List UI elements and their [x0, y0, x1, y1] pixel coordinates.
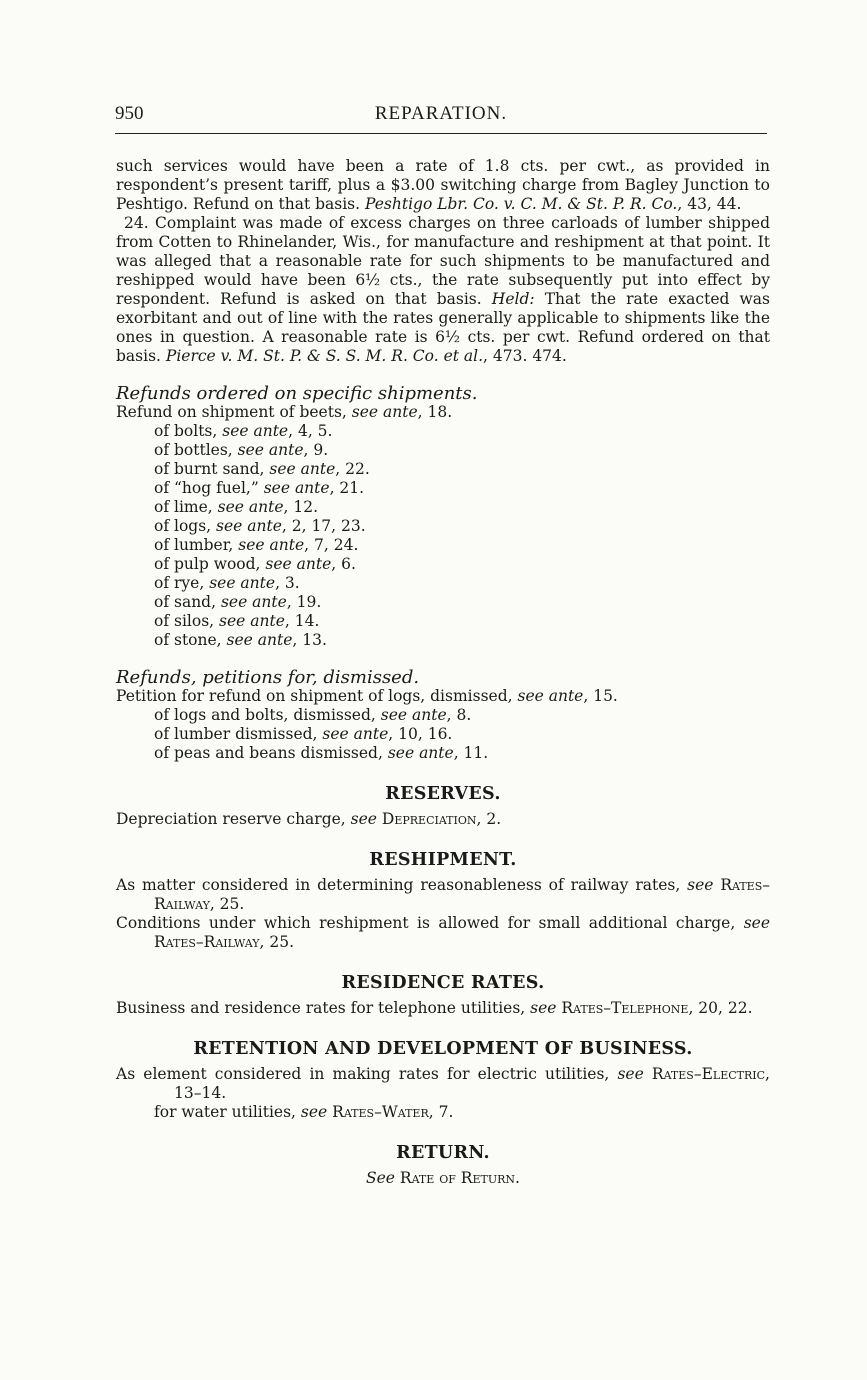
index-entry: As element considered in making rates for electric utilities, see Rates–Electric, 13–14. — [116, 1065, 770, 1102]
section-heading-reshipment: RESHIPMENT. — [369, 850, 517, 870]
index-subentry: of logs, see ante, 2, 17, 23. — [154, 517, 366, 535]
refund-dismissed-list — [116, 706, 770, 763]
case-citation: Peshtigo Lbr. Co. v. C. M. & St. P. R. Co. — [365, 195, 678, 213]
section-heading-return: RETURN. — [396, 1143, 490, 1163]
index-subentry: of rye, see ante, 3. — [154, 574, 300, 592]
index-subentry: of silos, see ante, 14. — [154, 612, 320, 630]
index-subentry: of “hog fuel,” see ante, 21. — [154, 479, 365, 497]
paragraph-24: 24. Complaint was made of excess charges on three carloads of lumber shipped from Cotten to Rhinelander, Wis., for manufacture and reshipment at that point. It was alleged that a reasonable rate for such shipments to be manufactured and reshipped would have been 6½ cts., the rate subsequently put into effect by respondent. Refund is asked on that basis. Held: That the rate exacted was exorbitant and out of line with the rates generally applicable to shipments like the ones in question. A reasonable rate is 6½ cts. per cwt. Refund ordered on that basis. Pierce v. M. St. P. & S. S. M. R. Co. et al., 473. 474. — [116, 214, 770, 365]
index-entry: As matter considered in determining reasonableness of railway rates, see Rates–Railway, 25. — [116, 876, 770, 913]
held-label: Held: — [491, 290, 535, 308]
running-title: REPARATION. — [374, 103, 508, 124]
index-subentry: of logs and bolts, dismissed, see ante, 8. — [154, 706, 472, 724]
index-subentry: of lime, see ante, 12. — [154, 498, 319, 516]
index-entry: Business and residence rates for telephone utilities, see Rates–Telephone, 20, 22. — [116, 999, 753, 1017]
refund-ordered-list — [116, 422, 770, 650]
cross-reference: See Rate of Return. — [366, 1169, 520, 1187]
paragraph-23-continued: such services would have been a rate of 1.8 cts. per cwt., as provided in respondent’s present tariff, plus a $3.00 switching charge from Bagley Junction to Peshtigo. Refund on that basis. Peshtigo Lbr. Co. v. C. M. & St. P. R. Co., 43, 44. — [116, 157, 770, 213]
subheading-refunds-ordered: Refunds ordered on specific shipments. — [116, 383, 478, 404]
index-subentry: of pulp wood, see ante, 6. — [154, 555, 356, 573]
section-heading-reserves: RESERVES. — [385, 784, 501, 804]
section-heading-residence-rates: RESIDENCE RATES. — [341, 973, 545, 993]
index-subentry: of bolts, see ante, 4, 5. — [154, 422, 333, 440]
section-heading-retention: RETENTION AND DEVELOPMENT OF BUSINESS. — [193, 1039, 693, 1059]
page-body — [116, 157, 770, 1188]
case-citation: Pierce v. M. St. P. & S. S. M. R. Co. et al. — [165, 347, 484, 365]
index-subentry: for water utilities, see Rates–Water, 7. — [154, 1103, 454, 1121]
index-subentry: of sand, see ante, 19. — [154, 593, 322, 611]
index-subentry: of lumber dismissed, see ante, 10, 16. — [154, 725, 453, 743]
subheading-refunds-dismissed: Refunds, petitions for, dismissed. — [116, 667, 420, 688]
index-subentry: of stone, see ante, 13. — [154, 631, 327, 649]
index-subentry: of peas and beans dismissed, see ante, 11. — [154, 744, 489, 762]
index-subentry: of burnt sand, see ante, 22. — [154, 460, 370, 478]
refund-lead-entry: Refund on shipment of beets, see ante, 18. — [116, 403, 453, 421]
running-header — [115, 104, 767, 130]
header-rule — [115, 133, 767, 134]
index-subentry: of bottles, see ante, 9. — [154, 441, 329, 459]
index-entry: Depreciation reserve charge, see Depreciation, 2. — [116, 810, 502, 828]
index-subentry: of lumber, see ante, 7, 24. — [154, 536, 359, 554]
index-entry: Conditions under which reshipment is allowed for small additional charge, see Rates–Railway, 25. — [116, 914, 770, 951]
dismissed-lead-entry: Petition for refund on shipment of logs, dismissed, see ante, 15. — [116, 687, 618, 705]
page-number: 950 — [115, 103, 144, 124]
